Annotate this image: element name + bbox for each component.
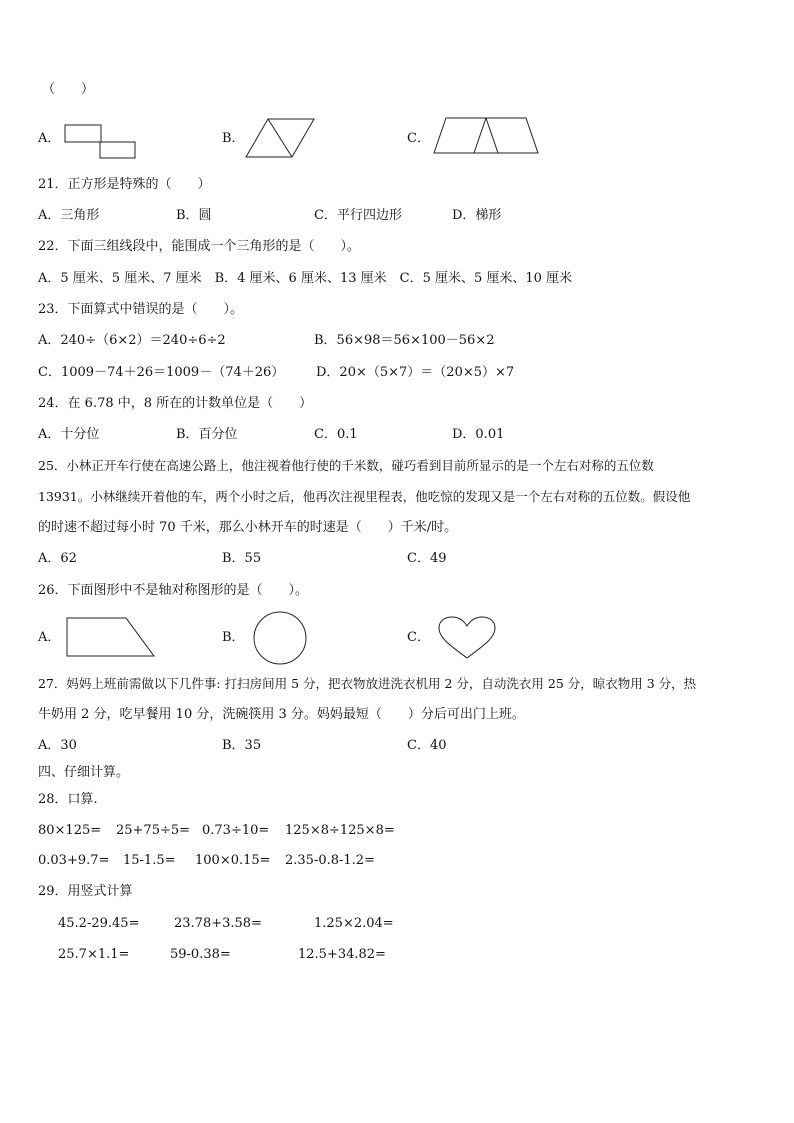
q20-option-c: C． bbox=[407, 131, 430, 146]
q26-figure-circle bbox=[252, 610, 308, 666]
q22-options: A．5 厘米、5 厘米、7 厘米 B．4 厘米、6 厘米、13 厘米 C．5 厘米、5 厘米、10 厘米 bbox=[38, 271, 573, 286]
q26-option-a: A． bbox=[38, 630, 61, 645]
q21-question: 21．正方形是特殊的（ ） bbox=[38, 177, 211, 192]
q25-option-a: A．62 bbox=[38, 551, 77, 566]
q28-item: 15-1.5= bbox=[123, 853, 176, 868]
q25-question-line1: 25．小林正开车行使在高速公路上，他注视着他行使的千米数，碰巧看到目前所显示的是一个左右对称的五位数 bbox=[38, 458, 654, 473]
q21-option-b: B．圆 bbox=[176, 208, 212, 223]
q20-figure-c bbox=[432, 116, 542, 156]
q29-item: 12.5+34.82= bbox=[298, 947, 386, 962]
q27-question-line2: 牛奶用 2 分，吃早餐用 10 分，洗碗筷用 3 分。妈妈最短（ ）分后可出门上班。 bbox=[38, 707, 525, 722]
q24-option-c: C．0.1 bbox=[314, 427, 358, 442]
q27-option-a: A．30 bbox=[38, 738, 77, 753]
q23-option-c: C．1009－74＋26＝1009－（74＋26） bbox=[38, 365, 285, 380]
q24-option-d: D．0.01 bbox=[452, 427, 505, 442]
q20-option-b: B． bbox=[222, 131, 245, 146]
q28-question: 28．口算. bbox=[38, 792, 98, 807]
q29-item: 59-0.38= bbox=[170, 947, 231, 962]
q28-item: 80×125= bbox=[38, 823, 102, 838]
q27-option-b: B．35 bbox=[222, 738, 262, 753]
q21-option-d: D．梯形 bbox=[452, 208, 502, 223]
q20-answer-blank: （ ） bbox=[42, 82, 95, 97]
q24-option-a: A．十分位 bbox=[38, 427, 100, 442]
q21-option-a: A．三角形 bbox=[38, 208, 100, 223]
q22-question: 22．下面三组线段中，能围成一个三角形的是（ ）。 bbox=[38, 239, 361, 254]
q21-option-c: C．平行四边形 bbox=[314, 208, 402, 223]
q26-option-c: C． bbox=[407, 630, 430, 645]
q29-item: 23.78+3.58= bbox=[174, 916, 262, 931]
q26-figure-heart bbox=[436, 615, 498, 661]
q25-option-b: B．55 bbox=[222, 551, 262, 566]
q29-item: 45.2-29.45= bbox=[58, 916, 140, 931]
q28-item: 25+75÷5= bbox=[116, 823, 191, 838]
q23-option-b: B．56×98＝56×100－56×2 bbox=[314, 333, 495, 348]
q23-option-a: A．240÷（6×2）＝240÷6÷2 bbox=[38, 333, 226, 348]
q28-item: 0.03+9.7= bbox=[38, 853, 110, 868]
q27-option-c: C．40 bbox=[407, 738, 447, 753]
q29-item: 1.25×2.04= bbox=[314, 916, 394, 931]
q28-item: 2.35-0.8-1.2= bbox=[285, 853, 375, 868]
q28-item: 125×8÷125×8= bbox=[285, 823, 395, 838]
q20-figure-b bbox=[244, 117, 316, 159]
q24-question: 24．在 6.78 中，8 所在的计数单位是（ ） bbox=[38, 396, 313, 411]
q26-option-b: B． bbox=[222, 630, 245, 645]
q28-item: 0.73÷10= bbox=[202, 823, 270, 838]
q27-question-line1: 27．妈妈上班前需做以下几件事: 打扫房间用 5 分，把衣物放进洗衣机用 2 分，自动洗衣用 25 分，晾衣物用 3 分，热 bbox=[38, 676, 697, 691]
q23-question: 23．下面算式中错误的是（ ）。 bbox=[38, 302, 244, 317]
section-heading: 四、仔细计算。 bbox=[38, 765, 130, 780]
q20-option-a: A． bbox=[38, 131, 61, 146]
q29-item: 25.7×1.1= bbox=[58, 947, 130, 962]
q25-question-line3: 的时速不超过每小时 70 千米，那么小林开车的时速是（ ）千米/时。 bbox=[38, 520, 458, 535]
q23-option-d: D．20×（5×7）＝（20×5）×7 bbox=[316, 365, 515, 380]
q20-figure-a bbox=[62, 123, 138, 161]
q25-option-c: C．49 bbox=[407, 551, 447, 566]
q26-figure-trapezoid bbox=[64, 615, 158, 659]
q28-item: 100×0.15= bbox=[195, 853, 271, 868]
q26-question: 26．下面图形中不是轴对称图形的是（ ）。 bbox=[38, 583, 309, 598]
q24-option-b: B．百分位 bbox=[176, 427, 238, 442]
q25-question-line2: 13931。小林继续开着他的车，两个小时之后，他再次注视里程表，他吃惊的发现又是一个左右对称的五位数。假设他 bbox=[38, 489, 691, 504]
q29-question: 29．用竖式计算 bbox=[38, 884, 133, 899]
